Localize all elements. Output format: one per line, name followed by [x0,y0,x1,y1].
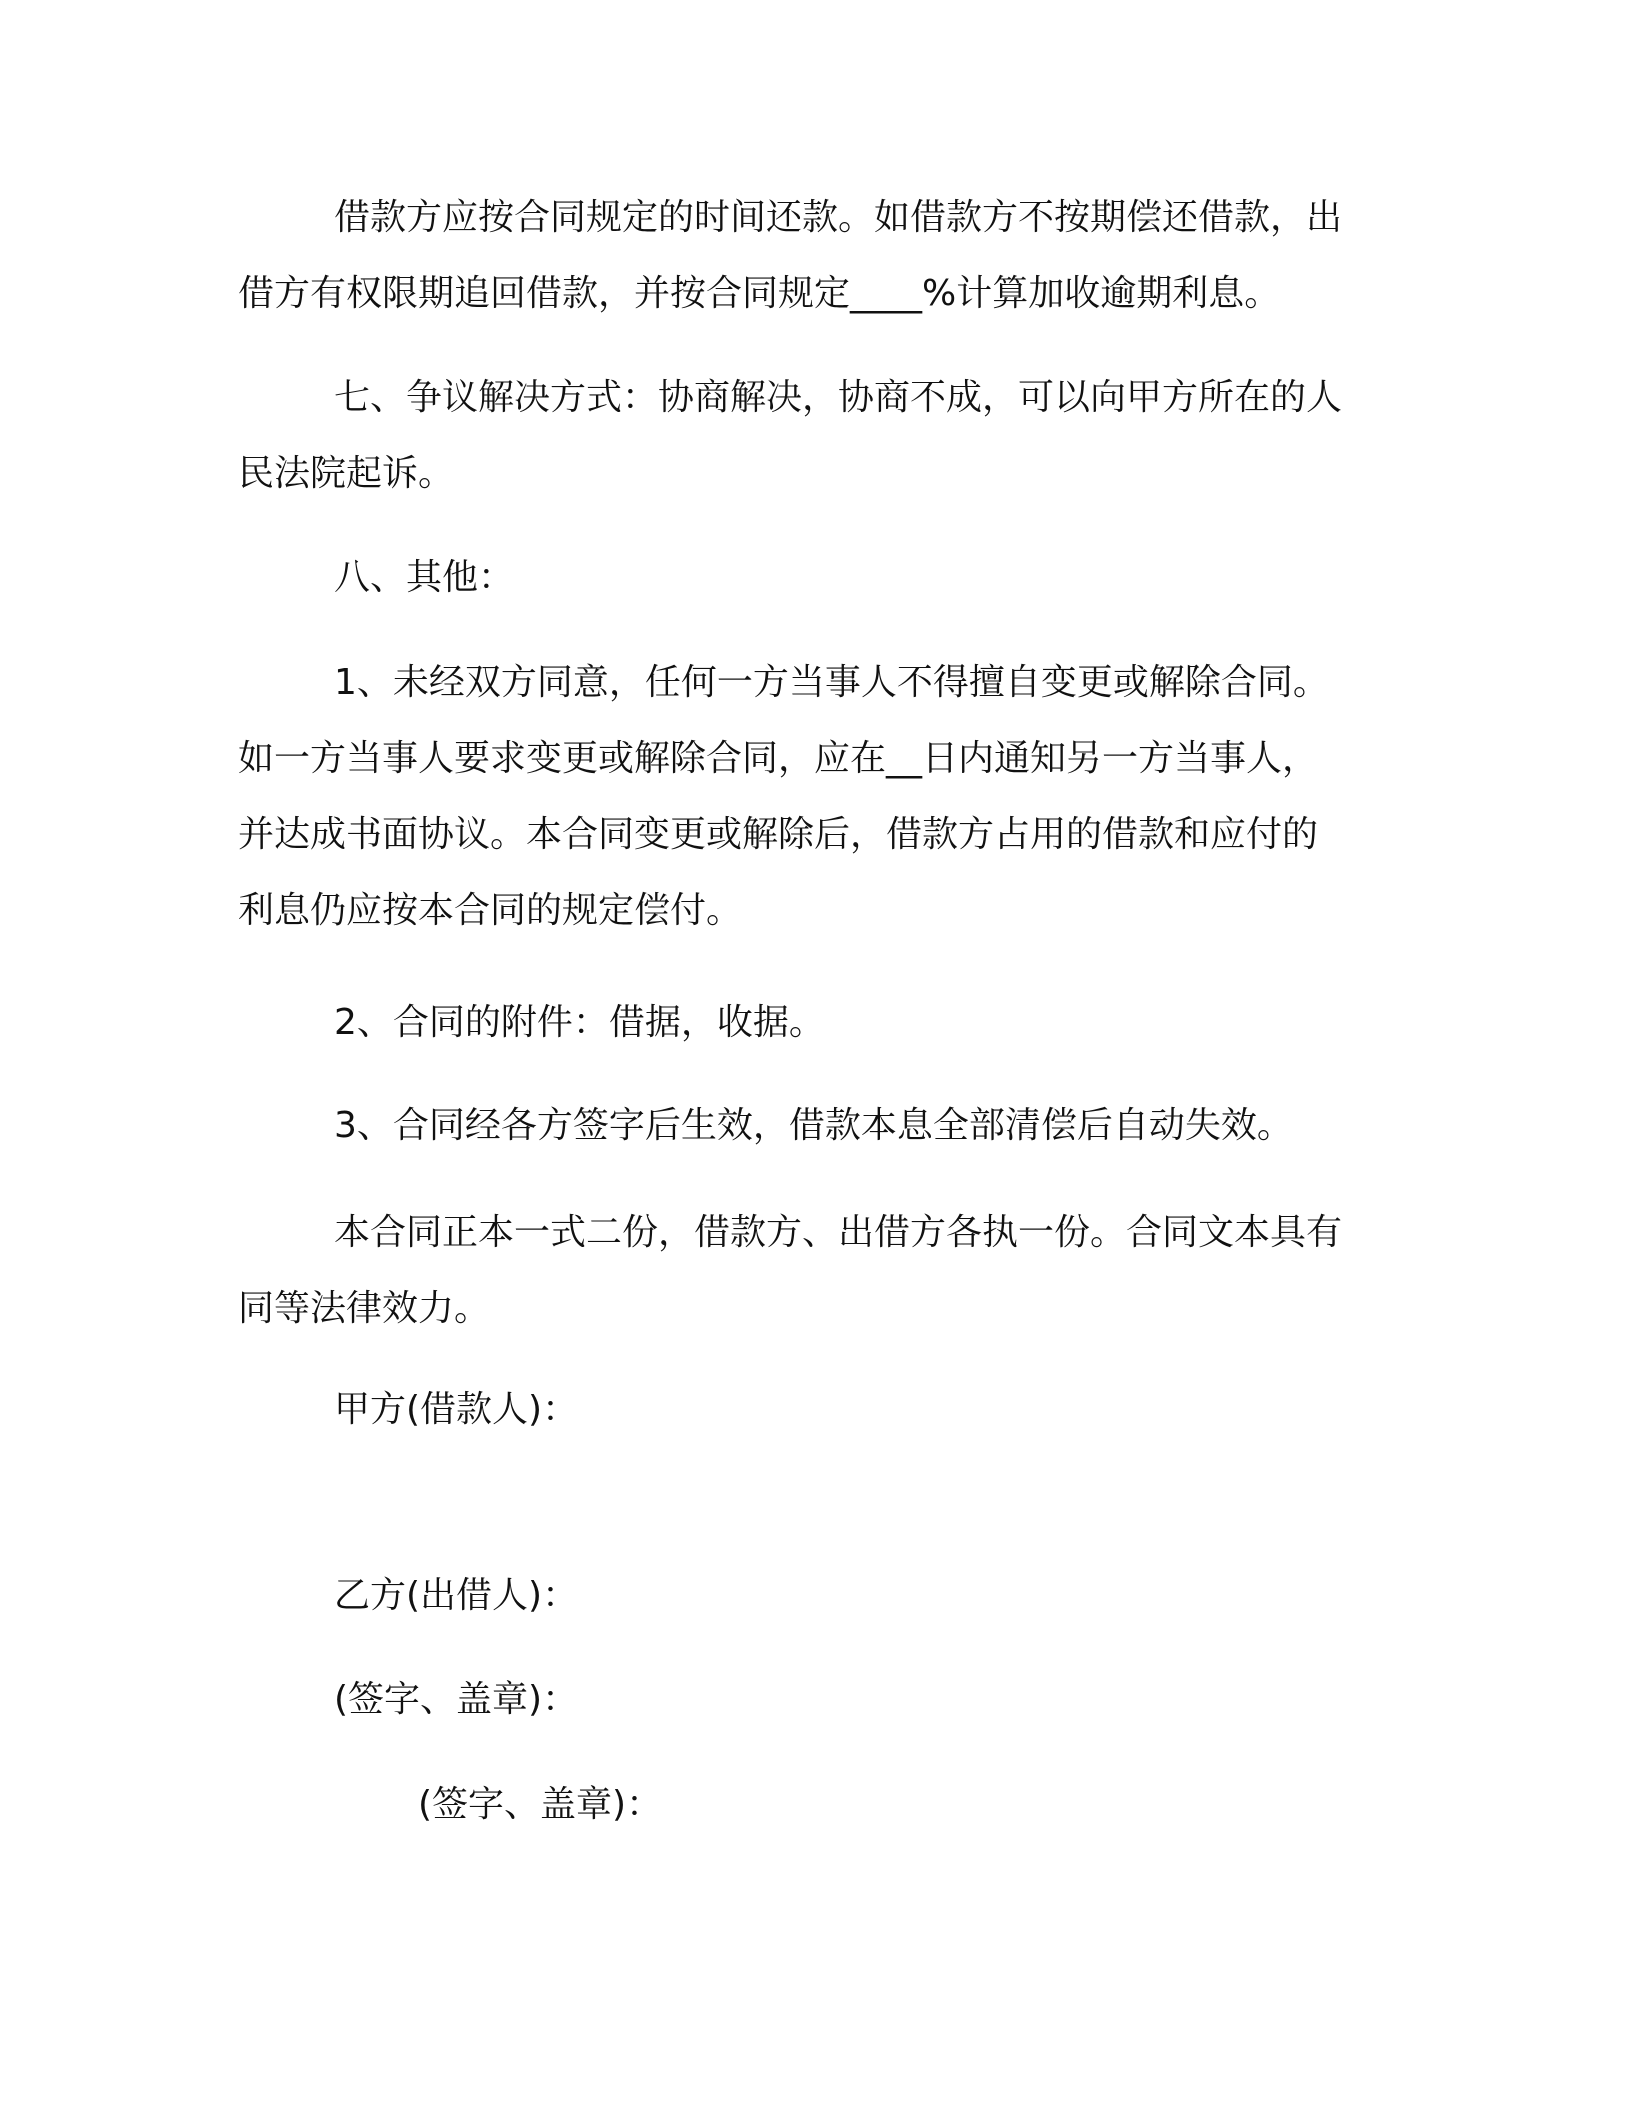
paragraph-line: 本合同正本一式二份，借款方、出借方各执一份。合同文本具有 [334,1212,1343,1253]
paragraph-line: 3、合同经各方签字后生效，借款本息全部清偿后自动失效。 [334,1105,1293,1146]
paragraph-clause-1 [238,645,1378,949]
signature-party-a [238,1372,1378,1448]
paragraph-repayment [238,180,1378,332]
paragraph-line: 同等法律效力。 [238,1288,491,1329]
paragraph-line: 1、未经双方同意，任何一方当事人不得擅自变更或解除合同。 [334,662,1329,703]
paragraph-clause-3 [238,1088,1378,1164]
seal-label: (签字、盖章)： [334,1679,579,1720]
paragraph-dispute-resolution [238,360,1378,512]
signature-party-b [238,1558,1378,1634]
paragraph-line: 民法院起诉。 [238,453,455,494]
paragraph-line: 七、争议解决方式：协商解决，协商不成，可以向甲方所在的人 [334,377,1343,418]
paragraph-copies [238,1195,1378,1347]
party-a-label: 甲方(借款人)： [334,1389,579,1430]
section-heading: 八、其他： [334,557,515,598]
section-heading-other [238,540,1378,616]
paragraph-line: 利息仍应按本合同的规定偿付。 [238,890,743,931]
signature-seal-2 [418,1767,1558,1843]
paragraph-line: 借款方应按合同规定的时间还款。如借款方不按期偿还借款，出 [334,197,1343,238]
paragraph-line: 借方有权限期追回借款，并按合同规定____%计算加收逾期利息。 [238,273,1281,314]
paragraph-line: 并达成书面协议。本合同变更或解除后，借款方占用的借款和应付的 [238,814,1319,855]
signature-seal-1 [238,1662,1378,1738]
paragraph-line: 2、合同的附件：借据，收据。 [334,1002,825,1043]
party-b-label: 乙方(出借人)： [334,1575,579,1616]
seal-label: (签字、盖章)： [418,1784,663,1825]
paragraph-clause-2 [238,985,1378,1061]
paragraph-line: 如一方当事人要求变更或解除合同，应在__日内通知另一方当事人， [238,738,1319,779]
